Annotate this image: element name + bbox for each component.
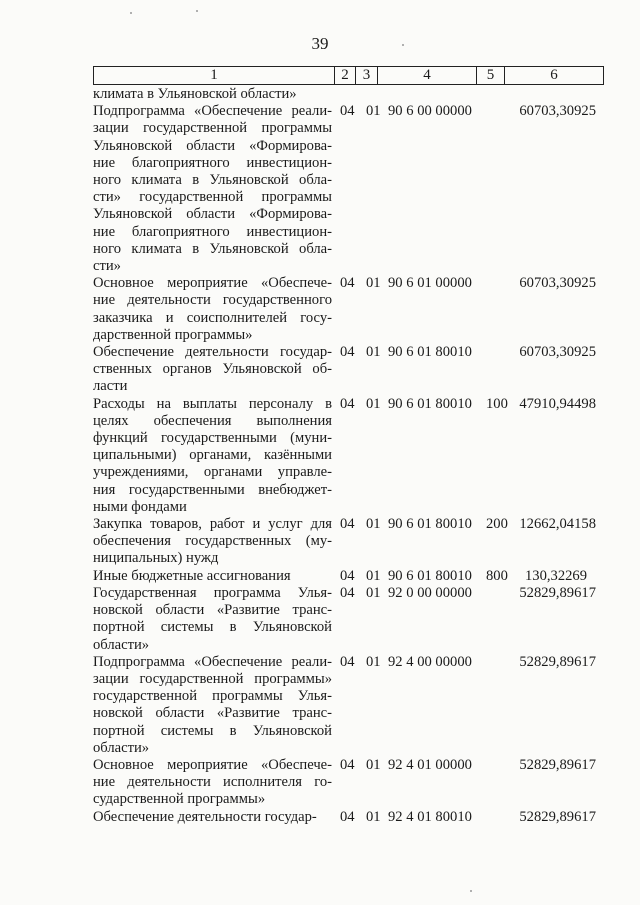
row-description [93, 568, 332, 585]
description-line: ласти [93, 378, 128, 395]
description-line: Иные бюджетные ассигнования [93, 567, 291, 584]
description-line: Ульяновской области «Формирова- [93, 137, 332, 154]
table-row [93, 516, 613, 568]
description-line: Обеспечение деятельности государ- [93, 344, 332, 361]
table-row [93, 86, 613, 103]
section-code: 04 [340, 567, 355, 584]
target-article-code: 92 4 00 00000 [388, 653, 472, 670]
section-code: 04 [340, 756, 355, 773]
subsection-code: 01 [366, 344, 381, 361]
scan-speck [130, 12, 132, 14]
expense-type-code: 100 [486, 395, 508, 412]
section-code: 04 [340, 653, 355, 670]
row-description [93, 86, 332, 103]
row-description [93, 654, 332, 757]
description-line: заказчика и соисполнителей госу- [93, 309, 332, 326]
description-line: Подпрограмма «Обеспечение реали- [93, 653, 332, 670]
description-line: новской области «Развитие транс- [93, 602, 332, 619]
description-line: ниципальных) нужд [93, 550, 219, 567]
target-article-code: 92 4 01 00000 [388, 756, 472, 773]
expense-type-code: 200 [486, 516, 508, 533]
amount: 60703,30925 [519, 275, 596, 292]
section-code: 04 [340, 344, 355, 361]
description-line: государственной программы Улья- [93, 688, 332, 705]
header-col-1: 1 [94, 67, 335, 85]
description-line: ние благоприятного инвестицион- [93, 223, 332, 240]
description-line: области» [93, 636, 150, 653]
description-line: ными фондами [93, 498, 187, 515]
subsection-code: 01 [366, 653, 381, 670]
section-code: 04 [340, 584, 355, 601]
target-article-code: 90 6 01 80010 [388, 567, 472, 584]
description-line: Обеспечение деятельности государ- [93, 808, 317, 825]
row-description [93, 396, 332, 516]
description-line: ние деятельности государственного [93, 292, 332, 309]
scan-speck [470, 890, 472, 892]
description-line: ного климата в Ульяновской обла- [93, 172, 332, 189]
description-line: Подпрограмма «Обеспечение реали- [93, 103, 332, 120]
description-line: функций государственными (муни- [93, 430, 332, 447]
description-line: целях обеспечения выполнения [93, 412, 332, 429]
amount: 52829,89617 [519, 584, 596, 601]
section-code: 04 [340, 808, 355, 825]
description-line: портной системы в Ульяновской [93, 722, 332, 739]
table-row [93, 275, 613, 344]
expense-type-code: 800 [486, 567, 508, 584]
table-row [93, 585, 613, 654]
subsection-code: 01 [366, 275, 381, 292]
description-line: Государственная программа Улья- [93, 584, 332, 601]
description-line: Основное мероприятие «Обеспече- [93, 275, 332, 292]
row-description [93, 103, 332, 275]
table-row [93, 654, 613, 757]
header-col-3: 3 [356, 67, 378, 85]
description-line: Ульяновской области «Формирова- [93, 206, 332, 223]
subsection-code: 01 [366, 395, 381, 412]
description-line: учреждениями, органами управле- [93, 464, 332, 481]
description-line: ственных органов Ульяновской об- [93, 361, 332, 378]
subsection-code: 01 [366, 808, 381, 825]
description-line: ного климата в Ульяновской обла- [93, 240, 332, 257]
header-col-5: 5 [477, 67, 505, 85]
table-header [93, 66, 604, 85]
description-line: дарственной программы» [93, 326, 253, 343]
amount: 52829,89617 [519, 653, 596, 670]
description-line: климата в Ульяновской области» [93, 86, 297, 102]
description-line: зации государственной программы» [93, 670, 332, 687]
row-description [93, 585, 332, 654]
table-row [93, 396, 613, 516]
amount: 60703,30925 [519, 344, 596, 361]
description-line: Основное мероприятие «Обеспече- [93, 756, 332, 773]
row-description [93, 344, 332, 396]
description-line: Расходы на выплаты персоналу в [93, 395, 332, 412]
row-description [93, 757, 332, 809]
description-line: новской области «Развитие транс- [93, 705, 332, 722]
description-line: обеспечения государственных (му- [93, 533, 332, 550]
description-line: области» [93, 739, 150, 756]
amount: 60703,30925 [519, 103, 596, 120]
scan-speck [402, 44, 404, 46]
section-code: 04 [340, 103, 355, 120]
table-row [93, 568, 613, 585]
target-article-code: 90 6 00 00000 [388, 103, 472, 120]
description-line: сти» [93, 258, 121, 275]
table-row [93, 344, 613, 396]
subsection-code: 01 [366, 567, 381, 584]
description-line: Закупка товаров, работ и услуг для [93, 516, 332, 533]
amount: 47910,94498 [519, 395, 596, 412]
target-article-code: 92 4 01 80010 [388, 808, 472, 825]
table-row [93, 103, 613, 275]
subsection-code: 01 [366, 103, 381, 120]
description-line: ние деятельности исполнителя го- [93, 774, 332, 791]
target-article-code: 90 6 01 80010 [388, 516, 472, 533]
amount: 52829,89617 [519, 808, 596, 825]
description-line: ние благоприятного инвестицион- [93, 154, 332, 171]
row-description [93, 516, 332, 568]
description-line: сти» государственной программы [93, 189, 332, 206]
description-line: ния государственными внебюджет- [93, 481, 332, 498]
header-col-4: 4 [378, 67, 477, 85]
table-row [93, 757, 613, 809]
scan-speck [196, 10, 198, 12]
row-description [93, 275, 332, 344]
description-line: зации государственной программы [93, 120, 332, 137]
description-line: ципальными) органами, казёнными [93, 447, 332, 464]
subsection-code: 01 [366, 584, 381, 601]
subsection-code: 01 [366, 756, 381, 773]
header-col-6: 6 [505, 67, 604, 85]
section-code: 04 [340, 395, 355, 412]
target-article-code: 92 0 00 00000 [388, 584, 472, 601]
amount: 12662,04158 [519, 516, 596, 533]
row-description [93, 809, 332, 826]
section-code: 04 [340, 516, 355, 533]
page-number: 39 [311, 34, 329, 53]
amount: 130,32269 [525, 567, 588, 584]
description-line: сударственной программы» [93, 791, 266, 808]
target-article-code: 90 6 01 00000 [388, 275, 472, 292]
table-body [93, 86, 613, 826]
target-article-code: 90 6 01 80010 [388, 344, 472, 361]
header-col-2: 2 [335, 67, 356, 85]
target-article-code: 90 6 01 80010 [388, 395, 472, 412]
description-line: портной системы в Ульяновской [93, 619, 332, 636]
amount: 52829,89617 [519, 756, 596, 773]
section-code: 04 [340, 275, 355, 292]
table-row [93, 809, 613, 826]
subsection-code: 01 [366, 516, 381, 533]
